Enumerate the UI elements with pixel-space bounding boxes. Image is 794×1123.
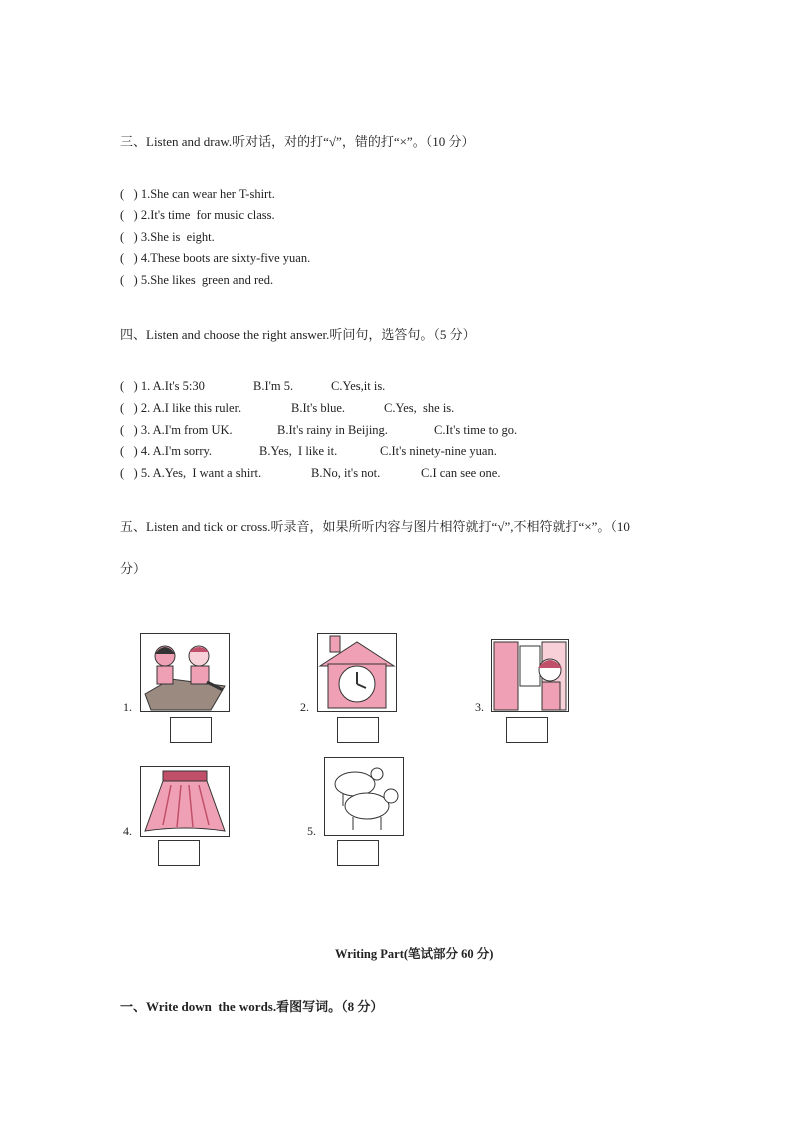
section5-heading-cont: 分） <box>120 561 147 576</box>
answer-box-2[interactable] <box>337 717 379 743</box>
question-1-option-b: B.I'm 5. <box>253 379 294 393</box>
girl-at-door-picture <box>491 639 569 712</box>
section3-item-3: ( ) 3.She is eight. <box>120 230 215 244</box>
answer-box-4[interactable] <box>158 840 200 866</box>
picture-number-4: 4. <box>123 824 132 838</box>
section3-item-5: ( ) 5.She likes green and red. <box>120 273 274 287</box>
writing-part-title: Writing Part(笔试部分 60 分) <box>335 947 494 961</box>
question-3-option-a: ( ) 3. A.I'm from UK. <box>120 423 233 437</box>
house-clock-picture <box>317 633 397 712</box>
question-1-option-c: C.Yes,it is. <box>331 379 386 393</box>
question-2-option-c: C.Yes, she is. <box>384 401 455 415</box>
question-4-option-a: ( ) 4. A.I'm sorry. <box>120 444 213 458</box>
section5-heading: 五、Listen and tick or cross.听录音，如果所听内容与图片相符就打“√”,不相符就打“×”。（10 <box>120 519 630 534</box>
section3-heading: 三、Listen and draw.听对话，对的打“√”，错的打“×”。（10 分） <box>120 134 475 149</box>
skirt-picture <box>140 766 230 837</box>
section4-heading: 四、Listen and choose the right answer.听问句，选答句。（5 分） <box>120 327 476 342</box>
picture-number-2: 2. <box>300 700 309 714</box>
question-4-option-b: B.Yes, I like it. <box>259 444 338 458</box>
question-3-option-b: B.It's rainy in Beijing. <box>277 423 388 437</box>
question-1-option-a: ( ) 1. A.It's 5:30 <box>120 379 205 393</box>
answer-box-3[interactable] <box>506 717 548 743</box>
sheep-picture <box>324 757 404 836</box>
question-2-option-b: B.It's blue. <box>291 401 345 415</box>
question-5-option-c: C.I can see one. <box>421 466 501 480</box>
children-sitting-picture <box>140 633 230 712</box>
answer-box-1[interactable] <box>170 717 212 743</box>
writing-section1-heading: 一、Write down the words.看图写词。（8 分） <box>120 999 384 1014</box>
picture-number-1: 1. <box>123 700 132 714</box>
question-5-option-a: ( ) 5. A.Yes, I want a shirt. <box>120 466 262 480</box>
section3-item-2: ( ) 2.It's time for music class. <box>120 208 275 222</box>
question-3-option-c: C.It's time to go. <box>434 423 518 437</box>
question-5-option-b: B.No, it's not. <box>311 466 381 480</box>
answer-box-5[interactable] <box>337 840 379 866</box>
question-4-option-c: C.It's ninety-nine yuan. <box>380 444 497 458</box>
picture-panel <box>120 626 586 880</box>
section3-item-4: ( ) 4.These boots are sixty-five yuan. <box>120 251 311 265</box>
picture-number-3: 3. <box>475 700 484 714</box>
question-2-option-a: ( ) 2. A.I like this ruler. <box>120 401 242 415</box>
section3-item-1: ( ) 1.She can wear her T-shirt. <box>120 187 275 201</box>
picture-number-5: 5. <box>307 824 316 838</box>
